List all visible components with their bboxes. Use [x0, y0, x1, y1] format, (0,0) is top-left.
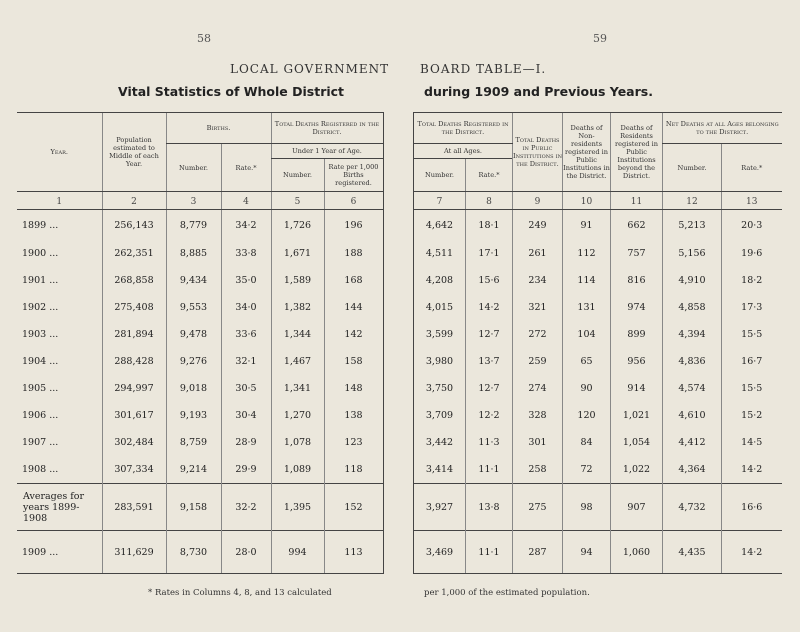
deaths-number-cell: 3,750 [414, 375, 466, 402]
header-net-number: Number. [663, 144, 722, 192]
table-row [17, 402, 383, 429]
deaths-rate-cell: 11·1 [466, 456, 513, 484]
residents-beyond-cell: 956 [611, 348, 663, 375]
public-institutions-cell: 287 [513, 531, 563, 574]
births-rate-cell: 29·9 [221, 456, 271, 484]
non-residents-cell: 104 [563, 321, 611, 348]
col-num-1: 1 [17, 192, 102, 210]
under1-rate-cell: 196 [324, 210, 383, 241]
year-cell: 1901 ... [22, 275, 59, 286]
header-year: Year. [17, 113, 102, 192]
col-num-6: 6 [324, 192, 383, 210]
year-cell: 1907 ... [22, 437, 59, 448]
net-rate-cell: 15·5 [722, 321, 782, 348]
non-residents-cell: 120 [563, 402, 611, 429]
population-cell: 311,629 [102, 531, 166, 574]
col-num-8: 8 [466, 192, 513, 210]
births-rate-cell: 28·0 [221, 531, 271, 574]
births-number-cell: 9,434 [166, 267, 221, 294]
population-cell: 294,997 [102, 375, 166, 402]
non-residents-cell: 98 [563, 484, 611, 531]
deaths-number-cell: 3,980 [414, 348, 466, 375]
non-residents-cell: 91 [563, 210, 611, 241]
deaths-rate-cell: 12·7 [466, 375, 513, 402]
births-rate-cell: 33·8 [221, 240, 271, 267]
table-row [414, 456, 782, 484]
net-number-cell: 4,364 [663, 456, 722, 484]
page-number-right: 59 [593, 32, 607, 45]
net-number-cell: 4,858 [663, 294, 722, 321]
left-table [17, 112, 384, 574]
header-total-deaths-left: Total Deaths Registered in the District. [271, 113, 383, 144]
table-row [414, 484, 782, 531]
public-institutions-cell: 234 [513, 267, 563, 294]
right-table [413, 112, 782, 574]
under1-number-cell: 994 [271, 531, 324, 574]
under1-rate-cell: 118 [324, 456, 383, 484]
page-number-left: 58 [197, 32, 211, 45]
population-cell: 283,591 [102, 484, 166, 531]
births-rate-cell: 30·4 [221, 402, 271, 429]
non-residents-cell: 90 [563, 375, 611, 402]
deaths-rate-cell: 12·7 [466, 321, 513, 348]
public-institutions-cell: 328 [513, 402, 563, 429]
population-cell: 302,484 [102, 429, 166, 456]
net-rate-cell: 15·5 [722, 375, 782, 402]
under1-rate-cell: 188 [324, 240, 383, 267]
col-num-12: 12 [663, 192, 722, 210]
table-row [414, 240, 782, 267]
under1-number-cell: 1,344 [271, 321, 324, 348]
non-residents-cell: 84 [563, 429, 611, 456]
under1-number-cell: 1,671 [271, 240, 324, 267]
net-number-cell: 4,910 [663, 267, 722, 294]
under1-number-cell: 1,467 [271, 348, 324, 375]
header-public-institutions: Total Deaths in Public Institutions in the District. [513, 113, 563, 192]
header-all-ages-rate: Rate.* [466, 159, 513, 192]
public-institutions-cell: 272 [513, 321, 563, 348]
net-number-cell: 4,435 [663, 531, 722, 574]
table-row [17, 240, 383, 267]
header-under1-rate: Rate per 1,000 Births registered. [324, 159, 383, 192]
net-rate-cell: 14·2 [722, 456, 782, 484]
non-residents-cell: 65 [563, 348, 611, 375]
residents-beyond-cell: 907 [611, 484, 663, 531]
under1-number-cell: 1,382 [271, 294, 324, 321]
footnote-right: per 1,000 of the estimated population. [424, 588, 590, 598]
subtitle-right: during 1909 and Previous Years. [424, 84, 653, 99]
year-cell: 1899 ... [22, 219, 59, 231]
population-cell: 262,351 [102, 240, 166, 267]
under1-rate-cell: 158 [324, 348, 383, 375]
public-institutions-cell: 274 [513, 375, 563, 402]
population-cell: 268,858 [102, 267, 166, 294]
net-number-cell: 4,610 [663, 402, 722, 429]
footnote-left: * Rates in Columns 4, 8, and 13 calculated [148, 588, 332, 598]
col-num-5: 5 [271, 192, 324, 210]
non-residents-cell: 112 [563, 240, 611, 267]
year-cell: 1905 ... [22, 383, 59, 394]
non-residents-cell: 131 [563, 294, 611, 321]
header-births: Births. [166, 113, 271, 144]
deaths-number-cell: 3,599 [414, 321, 466, 348]
net-rate-cell: 20·3 [722, 210, 782, 241]
births-number-cell: 8,730 [166, 531, 221, 574]
col-num-2: 2 [102, 192, 166, 210]
deaths-rate-cell: 17·1 [466, 240, 513, 267]
table-row [17, 267, 383, 294]
net-number-cell: 4,394 [663, 321, 722, 348]
under1-rate-cell: 168 [324, 267, 383, 294]
header-total-deaths-right: Total Deaths Registered in the District. [414, 113, 513, 144]
col-num-9: 9 [513, 192, 563, 210]
residents-beyond-cell: 899 [611, 321, 663, 348]
col-num-4: 4 [221, 192, 271, 210]
table-row [17, 321, 383, 348]
population-cell: 301,617 [102, 402, 166, 429]
residents-beyond-cell: 757 [611, 240, 663, 267]
net-number-cell: 4,732 [663, 484, 722, 531]
under1-number-cell: 1,395 [271, 484, 324, 531]
header-residents-beyond: Deaths of Residents registered in Public Institutions beyond the District. [611, 113, 663, 192]
table-row [17, 456, 383, 484]
under1-rate-cell: 123 [324, 429, 383, 456]
population-cell: 281,894 [102, 321, 166, 348]
col-num-7: 7 [414, 192, 466, 210]
residents-beyond-cell: 816 [611, 267, 663, 294]
public-institutions-cell: 301 [513, 429, 563, 456]
non-residents-cell: 94 [563, 531, 611, 574]
births-number-cell: 9,158 [166, 484, 221, 531]
table-row [17, 375, 383, 402]
year-cell: 1909 ... [17, 531, 102, 574]
deaths-rate-cell: 14·2 [466, 294, 513, 321]
deaths-number-cell: 3,442 [414, 429, 466, 456]
births-rate-cell: 32·1 [221, 348, 271, 375]
table-row [17, 348, 383, 375]
net-rate-cell: 16·6 [722, 484, 782, 531]
net-number-cell: 4,574 [663, 375, 722, 402]
deaths-rate-cell: 15·6 [466, 267, 513, 294]
col-num-13: 13 [722, 192, 782, 210]
residents-beyond-cell: 974 [611, 294, 663, 321]
year-cell: 1908 ... [22, 464, 59, 475]
header-births-number: Number. [166, 144, 221, 192]
population-cell: 256,143 [102, 210, 166, 241]
non-residents-cell: 72 [563, 456, 611, 484]
births-rate-cell: 34·2 [221, 210, 271, 241]
net-rate-cell: 15·2 [722, 402, 782, 429]
deaths-number-cell: 4,208 [414, 267, 466, 294]
table-row [17, 429, 383, 456]
table-row [17, 484, 383, 531]
header-all-ages-number: Number. [414, 159, 466, 192]
births-number-cell: 9,018 [166, 375, 221, 402]
public-institutions-cell: 261 [513, 240, 563, 267]
births-number-cell: 9,478 [166, 321, 221, 348]
header-births-rate: Rate.* [221, 144, 271, 192]
table-row [414, 267, 782, 294]
deaths-rate-cell: 11·3 [466, 429, 513, 456]
under1-rate-cell: 144 [324, 294, 383, 321]
public-institutions-cell: 275 [513, 484, 563, 531]
public-institutions-cell: 258 [513, 456, 563, 484]
births-number-cell: 9,553 [166, 294, 221, 321]
population-cell: 288,428 [102, 348, 166, 375]
deaths-number-cell: 3,469 [414, 531, 466, 574]
net-number-cell: 5,213 [663, 210, 722, 241]
table-row [17, 210, 383, 241]
residents-beyond-cell: 1,022 [611, 456, 663, 484]
under1-rate-cell: 113 [324, 531, 383, 574]
deaths-rate-cell: 18·1 [466, 210, 513, 241]
table-row [414, 210, 782, 241]
public-institutions-cell: 321 [513, 294, 563, 321]
residents-beyond-cell: 914 [611, 375, 663, 402]
under1-rate-cell: 138 [324, 402, 383, 429]
subtitle-left: Vital Statistics of Whole District [118, 84, 345, 99]
table-row [414, 375, 782, 402]
header-net-rate: Rate.* [722, 144, 782, 192]
header-population: Population estimated to Middle of each Year. [102, 113, 166, 192]
table-row [414, 402, 782, 429]
net-rate-cell: 14·2 [722, 531, 782, 574]
net-rate-cell: 16·7 [722, 348, 782, 375]
under1-number-cell: 1,589 [271, 267, 324, 294]
deaths-rate-cell: 12·2 [466, 402, 513, 429]
col-num-3: 3 [166, 192, 221, 210]
header-at-all-ages: At all Ages. [414, 144, 513, 159]
residents-beyond-cell: 662 [611, 210, 663, 241]
under1-rate-cell: 142 [324, 321, 383, 348]
title-left: LOCAL GOVERNMENT [230, 62, 390, 76]
births-rate-cell: 33·6 [221, 321, 271, 348]
population-cell: 307,334 [102, 456, 166, 484]
net-number-cell: 4,412 [663, 429, 722, 456]
deaths-number-cell: 3,927 [414, 484, 466, 531]
deaths-number-cell: 4,015 [414, 294, 466, 321]
under1-number-cell: 1,089 [271, 456, 324, 484]
deaths-number-cell: 3,414 [414, 456, 466, 484]
under1-rate-cell: 152 [324, 484, 383, 531]
year-cell: 1904 ... [22, 356, 59, 367]
title-right: BOARD TABLE—I. [420, 62, 547, 76]
table-row [414, 429, 782, 456]
under1-number-cell: 1,341 [271, 375, 324, 402]
births-number-cell: 9,276 [166, 348, 221, 375]
births-rate-cell: 35·0 [221, 267, 271, 294]
table-row [17, 531, 383, 574]
births-number-cell: 8,885 [166, 240, 221, 267]
year-cell: 1906 ... [22, 410, 59, 421]
col-num-10: 10 [563, 192, 611, 210]
residents-beyond-cell: 1,054 [611, 429, 663, 456]
under1-number-cell: 1,726 [271, 210, 324, 241]
table-row [414, 294, 782, 321]
births-rate-cell: 30·5 [221, 375, 271, 402]
deaths-rate-cell: 11·1 [466, 531, 513, 574]
net-rate-cell: 18·2 [722, 267, 782, 294]
header-non-residents: Deaths of Non-residents registered in Public Institutions in the District. [563, 113, 611, 192]
year-cell: 1900 ... [22, 248, 59, 259]
year-cell: 1902 ... [22, 302, 59, 313]
births-number-cell: 9,193 [166, 402, 221, 429]
residents-beyond-cell: 1,021 [611, 402, 663, 429]
deaths-number-cell: 4,642 [414, 210, 466, 241]
residents-beyond-cell: 1,060 [611, 531, 663, 574]
table-row [414, 321, 782, 348]
net-number-cell: 5,156 [663, 240, 722, 267]
births-number-cell: 8,779 [166, 210, 221, 241]
births-number-cell: 8,759 [166, 429, 221, 456]
under1-number-cell: 1,078 [271, 429, 324, 456]
deaths-number-cell: 3,709 [414, 402, 466, 429]
under1-number-cell: 1,270 [271, 402, 324, 429]
year-cell: 1903 ... [22, 329, 59, 340]
births-rate-cell: 28·9 [221, 429, 271, 456]
deaths-rate-cell: 13·7 [466, 348, 513, 375]
non-residents-cell: 114 [563, 267, 611, 294]
net-rate-cell: 17·3 [722, 294, 782, 321]
births-number-cell: 9,214 [166, 456, 221, 484]
net-number-cell: 4,836 [663, 348, 722, 375]
population-cell: 275,408 [102, 294, 166, 321]
births-rate-cell: 34·0 [221, 294, 271, 321]
net-rate-cell: 19·6 [722, 240, 782, 267]
table-row [17, 294, 383, 321]
net-rate-cell: 14·5 [722, 429, 782, 456]
public-institutions-cell: 259 [513, 348, 563, 375]
table-row [414, 531, 782, 574]
public-institutions-cell: 249 [513, 210, 563, 241]
table-row [414, 348, 782, 375]
header-under-1-year: Under 1 Year of Age. [271, 144, 383, 159]
header-under1-number: Number. [271, 159, 324, 192]
col-num-11: 11 [611, 192, 663, 210]
deaths-number-cell: 4,511 [414, 240, 466, 267]
deaths-rate-cell: 13·8 [466, 484, 513, 531]
averages-label: Averages for years 1899-1908 [17, 484, 102, 531]
births-rate-cell: 32·2 [221, 484, 271, 531]
header-net-deaths: Net Deaths at all Ages belonging to the District. [663, 113, 782, 144]
under1-rate-cell: 148 [324, 375, 383, 402]
